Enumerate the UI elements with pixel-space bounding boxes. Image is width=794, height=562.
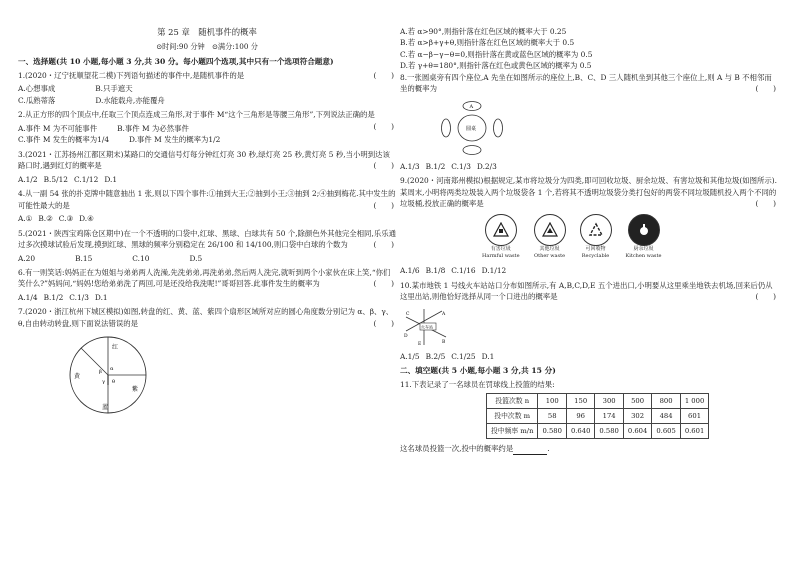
answer-paren: ( ) <box>373 121 394 131</box>
option-d: D.1 <box>104 174 118 184</box>
option-a: A.1/2 <box>18 174 38 184</box>
option-b: B.15 <box>75 253 93 263</box>
option-c: C.1/16 <box>451 266 476 276</box>
table-cell: 0.640 <box>566 424 594 439</box>
question-text: 8.一张圆桌旁有四个座位,A 先坐在如图所示的座位上,B、C、D 三人随机坐到其他三个座位上,则 A 与 B 不相邻而坐的概率为 <box>400 72 772 94</box>
question-9-options <box>400 265 778 276</box>
answer-paren: ( ) <box>373 70 394 80</box>
table-cell: 484 <box>652 409 680 424</box>
sector-blue-label: 蓝 <box>102 404 109 412</box>
table-cell: 150 <box>566 394 594 409</box>
spinner-figure <box>66 333 396 417</box>
station-figure <box>402 307 778 347</box>
table-row <box>487 424 709 439</box>
option-c: C.1/25 <box>451 351 476 361</box>
table-cell: 302 <box>623 409 651 424</box>
q7-option-d: D.若 γ+θ=180°,则指针落在红色或黄色区域的概率为 0.5 <box>400 61 592 71</box>
question-5-options <box>18 253 396 264</box>
question-text: 1.(2020・辽宁抚顺望花二模)下列语句描述的事件中,是随机事件的是 <box>18 70 245 80</box>
question-10 <box>400 280 778 303</box>
angle-alpha: α <box>110 366 114 373</box>
table-cell: 58 <box>538 409 566 424</box>
question-text: 4.从一副 54 张的扑克牌中随意抽出 1 张,则以下四个事件:①抽到大王;②抽到小王;③抽到 2;④抽到梅花.其中发生的可能性最大的是 <box>18 189 396 210</box>
garbage-bins <box>482 214 778 262</box>
question-text: 这名球员投篮一次,投中的概率约是 <box>400 444 514 454</box>
kitchen-waste-icon <box>628 214 660 246</box>
exit-e-label: E <box>418 341 422 347</box>
question-10-options <box>400 351 778 362</box>
bin-label-cn: 厨余垃圾 <box>633 245 654 252</box>
page-title: 第 25 章 随机事件的概率 <box>157 27 257 37</box>
question-text: 2.从正方形的四个顶点中,任取三个顶点连成三角形,对于事件 M“这个三角形是等腰三角形”,下列说法正确的是 <box>18 110 375 120</box>
option-c: C.10 <box>132 253 150 263</box>
bin-label-en: Kitchen waste <box>625 253 662 260</box>
question-3-options <box>18 174 396 185</box>
spinner-wheel <box>66 333 150 417</box>
table-cell: 投中次数 m <box>487 409 538 424</box>
round-table-figure <box>432 99 778 157</box>
option-c: C.1/3 <box>451 161 471 171</box>
bin-other <box>534 214 566 262</box>
question-text: 6.有一则笑话:妈妈正在为姐姐与弟弟两人洗澡,先洗弟弟,再洗弟弟,然后两人洗完,就听到两个小家伙在床上笑,“你们笑什么?”妈妈问,“妈妈!您给弟弟洗了两回,可是还没给我洗呢!”哥哥回答.此事件发生的概率为 <box>18 267 391 289</box>
bin-recyclable <box>580 214 612 262</box>
question-3 <box>18 149 396 172</box>
seat-a-label: A <box>469 103 474 110</box>
answer-paren: ( ) <box>373 240 394 250</box>
bin-label-cn: 可回收物 <box>585 245 606 252</box>
question-11: 11.下表记录了一名球员在罚球线上投篮的结果: <box>400 379 555 389</box>
bin-label-en: Harmful waste <box>482 253 520 260</box>
bin-label-cn: 其他垃圾 <box>539 245 560 252</box>
option-b: B.2/5 <box>425 351 446 361</box>
option-b: B.② <box>38 214 53 224</box>
answer-paren: ( ) <box>373 318 394 328</box>
table-cell: 0.580 <box>538 424 566 439</box>
question-text: 7.(2020・浙江杭州下城区模拟)如图,转盘的红、黄、蓝、紫四个扇形区域所对应的圆心角度数分别记为 α、β、γ、θ,自由转动转盘,则下面说法错误的是 <box>18 307 394 328</box>
right-column <box>400 26 778 457</box>
option-a: A.1/3 <box>400 161 420 171</box>
station-label: 火车站 <box>421 324 433 330</box>
angle-beta: β <box>99 369 102 376</box>
table-cell: 投篮次数 n <box>487 394 538 409</box>
question-text: 5.(2021・陕西宝鸡陈仓区期中)在一个不透明的口袋中,红球、黑球、白球共有 50 个,除颜色外其他完全相同,乐乐通过多次摸球试验后发现,摸到红球、黑球的频率分别稳定在 26/100 和 14/100,则口袋中白球的个数为 <box>18 228 396 250</box>
table-cell: 500 <box>623 394 651 409</box>
option-d: D.1 <box>481 351 495 361</box>
question-1-options <box>18 83 396 106</box>
bin-label-en: Other waste <box>534 253 566 260</box>
answer-paren: ( ) <box>755 84 776 94</box>
exit-d-label: D <box>404 333 408 339</box>
option-c: C.事件 M 发生的概率为1/4 <box>18 135 110 145</box>
option-a: A.事件 M 为不可能事件 <box>18 123 98 133</box>
round-table-diagram <box>432 99 512 157</box>
question-9 <box>400 175 778 209</box>
bin-label-en: Recyclable <box>581 253 610 260</box>
exit-a-label: A <box>442 311 446 317</box>
table-cell: 0.580 <box>595 424 623 439</box>
bin-label-cn: 有害垃圾 <box>490 245 511 252</box>
question-text: 3.(2021・江苏扬州江都区期末)某路口的交通信号灯每分钟红灯亮 30 秒,绿灯亮 25 秒,黄灯亮 5 秒,当小明到达该路口时,遇到红灯的概率是 <box>18 149 390 171</box>
option-a: A.1/6 <box>400 266 420 276</box>
exit-b-label: B <box>442 339 446 345</box>
harmful-waste-icon <box>485 214 517 246</box>
table-row <box>487 394 709 409</box>
question-7 <box>18 306 396 329</box>
option-d: D.④ <box>79 214 94 224</box>
table-cell: 300 <box>595 394 623 409</box>
table-cell: 601 <box>680 409 708 424</box>
shooting-table <box>486 393 709 439</box>
table-cell: 投中频率 m/n <box>487 424 538 439</box>
table-row <box>487 409 709 424</box>
question-8-options <box>400 161 778 172</box>
option-c: C.瓜熟蒂落 <box>18 95 56 105</box>
angle-theta: θ <box>112 379 116 386</box>
option-d: D.水能载舟,亦能覆舟 <box>95 95 165 105</box>
answer-blank[interactable] <box>513 446 547 455</box>
q7-option-c: C.若 α−β−γ−θ=0,则指针落在黄或蓝色区域的概率为 0.5 <box>400 49 593 59</box>
question-4-options <box>18 213 396 224</box>
option-d: D.2/3 <box>476 161 497 171</box>
table-cell: 174 <box>595 409 623 424</box>
question-6 <box>18 267 396 290</box>
table-cell: 800 <box>652 394 680 409</box>
answer-paren: ( ) <box>373 279 394 289</box>
section-fill-heading: 二、填空题(共 5 小题,每小题 3 分,共 15 分) <box>400 366 556 376</box>
sector-purple-label: 紫 <box>132 386 139 394</box>
section-choice-heading: 一、选择题(共 10 小题,每小题 3 分,共 30 分。每小题四个选项,其中只有一个选项符合题意) <box>18 57 334 67</box>
question-text: 10.某市地铁 1 号线火车站站口分布如图所示,有 A,B,C,D,E 五个进出口,小明要从这里乘坐地铁去机场,回来后仍从这里出站,则他恰好选择从同一个口进出的概率是 <box>400 280 773 302</box>
question-1 <box>18 70 396 81</box>
table-cell: 0.605 <box>652 424 680 439</box>
q7-option-a: A.若 α>90°,则指针落在红色区域的概率大于 0.25 <box>400 27 567 36</box>
question-4 <box>18 188 396 211</box>
option-d: D.5 <box>189 253 203 263</box>
question-6-options <box>18 292 396 303</box>
angle-gamma: γ <box>102 379 105 386</box>
question-2-options <box>18 123 396 146</box>
other-waste-icon <box>534 214 566 246</box>
recycle-icon <box>580 214 612 246</box>
question-5 <box>18 228 396 251</box>
table-cell: 0.604 <box>623 424 651 439</box>
question-text: 9.(2020・河南郑州模拟)根据规定,某市将垃圾分为四类,即可回收垃圾、厨余垃圾、有害垃圾和其他垃圾(如图所示).某周末,小明将两类垃圾装入两个垃圾袋各 1 个,若将其不透明垃圾袋分类打包好的两袋不同垃圾随机投入两个不同的垃圾桶,投放正确的概率是 <box>400 176 778 209</box>
sector-red-label: 红 <box>112 344 119 352</box>
option-a: A.20 <box>18 253 36 263</box>
option-b: B.1/8 <box>425 266 446 276</box>
question-8 <box>400 72 778 95</box>
exit-c-label: C <box>406 311 410 317</box>
option-d: D.事件 M 发生的概率为1/2 <box>129 135 221 145</box>
bin-harmful <box>482 214 520 262</box>
table-label: 圆桌 <box>466 125 477 132</box>
option-b: B.只手遮天 <box>95 84 133 94</box>
option-a: A.1/5 <box>400 351 420 361</box>
option-a: A.① <box>18 214 33 224</box>
table-cell: 0.601 <box>680 424 708 439</box>
option-c: C.③ <box>58 214 74 224</box>
option-c: C.1/12 <box>73 174 99 184</box>
option-b: B.1/2 <box>43 292 64 302</box>
question-11-end: 这名球员投篮一次,投中的概率约是 . <box>400 444 550 454</box>
answer-paren: ( ) <box>373 161 394 171</box>
table-cell: 100 <box>538 394 566 409</box>
option-c: C.1/3 <box>69 292 89 302</box>
option-b: B.5/12 <box>43 174 68 184</box>
table-cell: 96 <box>566 409 594 424</box>
answer-paren: ( ) <box>373 200 394 210</box>
bin-kitchen <box>626 214 662 262</box>
option-d: D.1 <box>94 292 108 302</box>
table-cell: 1 000 <box>680 394 708 409</box>
option-a: A.1/4 <box>18 292 38 302</box>
answer-paren: ( ) <box>755 199 776 209</box>
option-b: B.事件 M 为必然事件 <box>117 123 189 133</box>
page-subtitle: ⊙时间:90 分钟 ⊙满分:100 分 <box>156 42 258 52</box>
station-map <box>402 307 448 347</box>
option-d: D.1/12 <box>481 266 507 276</box>
answer-paren: ( ) <box>755 292 776 302</box>
sector-yellow-label: 黄 <box>74 373 81 381</box>
q7-option-b: B.若 α>β+γ+θ,则指针落在红色区域的概率大于 0.5 <box>400 38 575 48</box>
option-a: A.心想事成 <box>18 84 56 94</box>
option-b: B.1/2 <box>425 161 446 171</box>
left-column <box>18 26 396 421</box>
